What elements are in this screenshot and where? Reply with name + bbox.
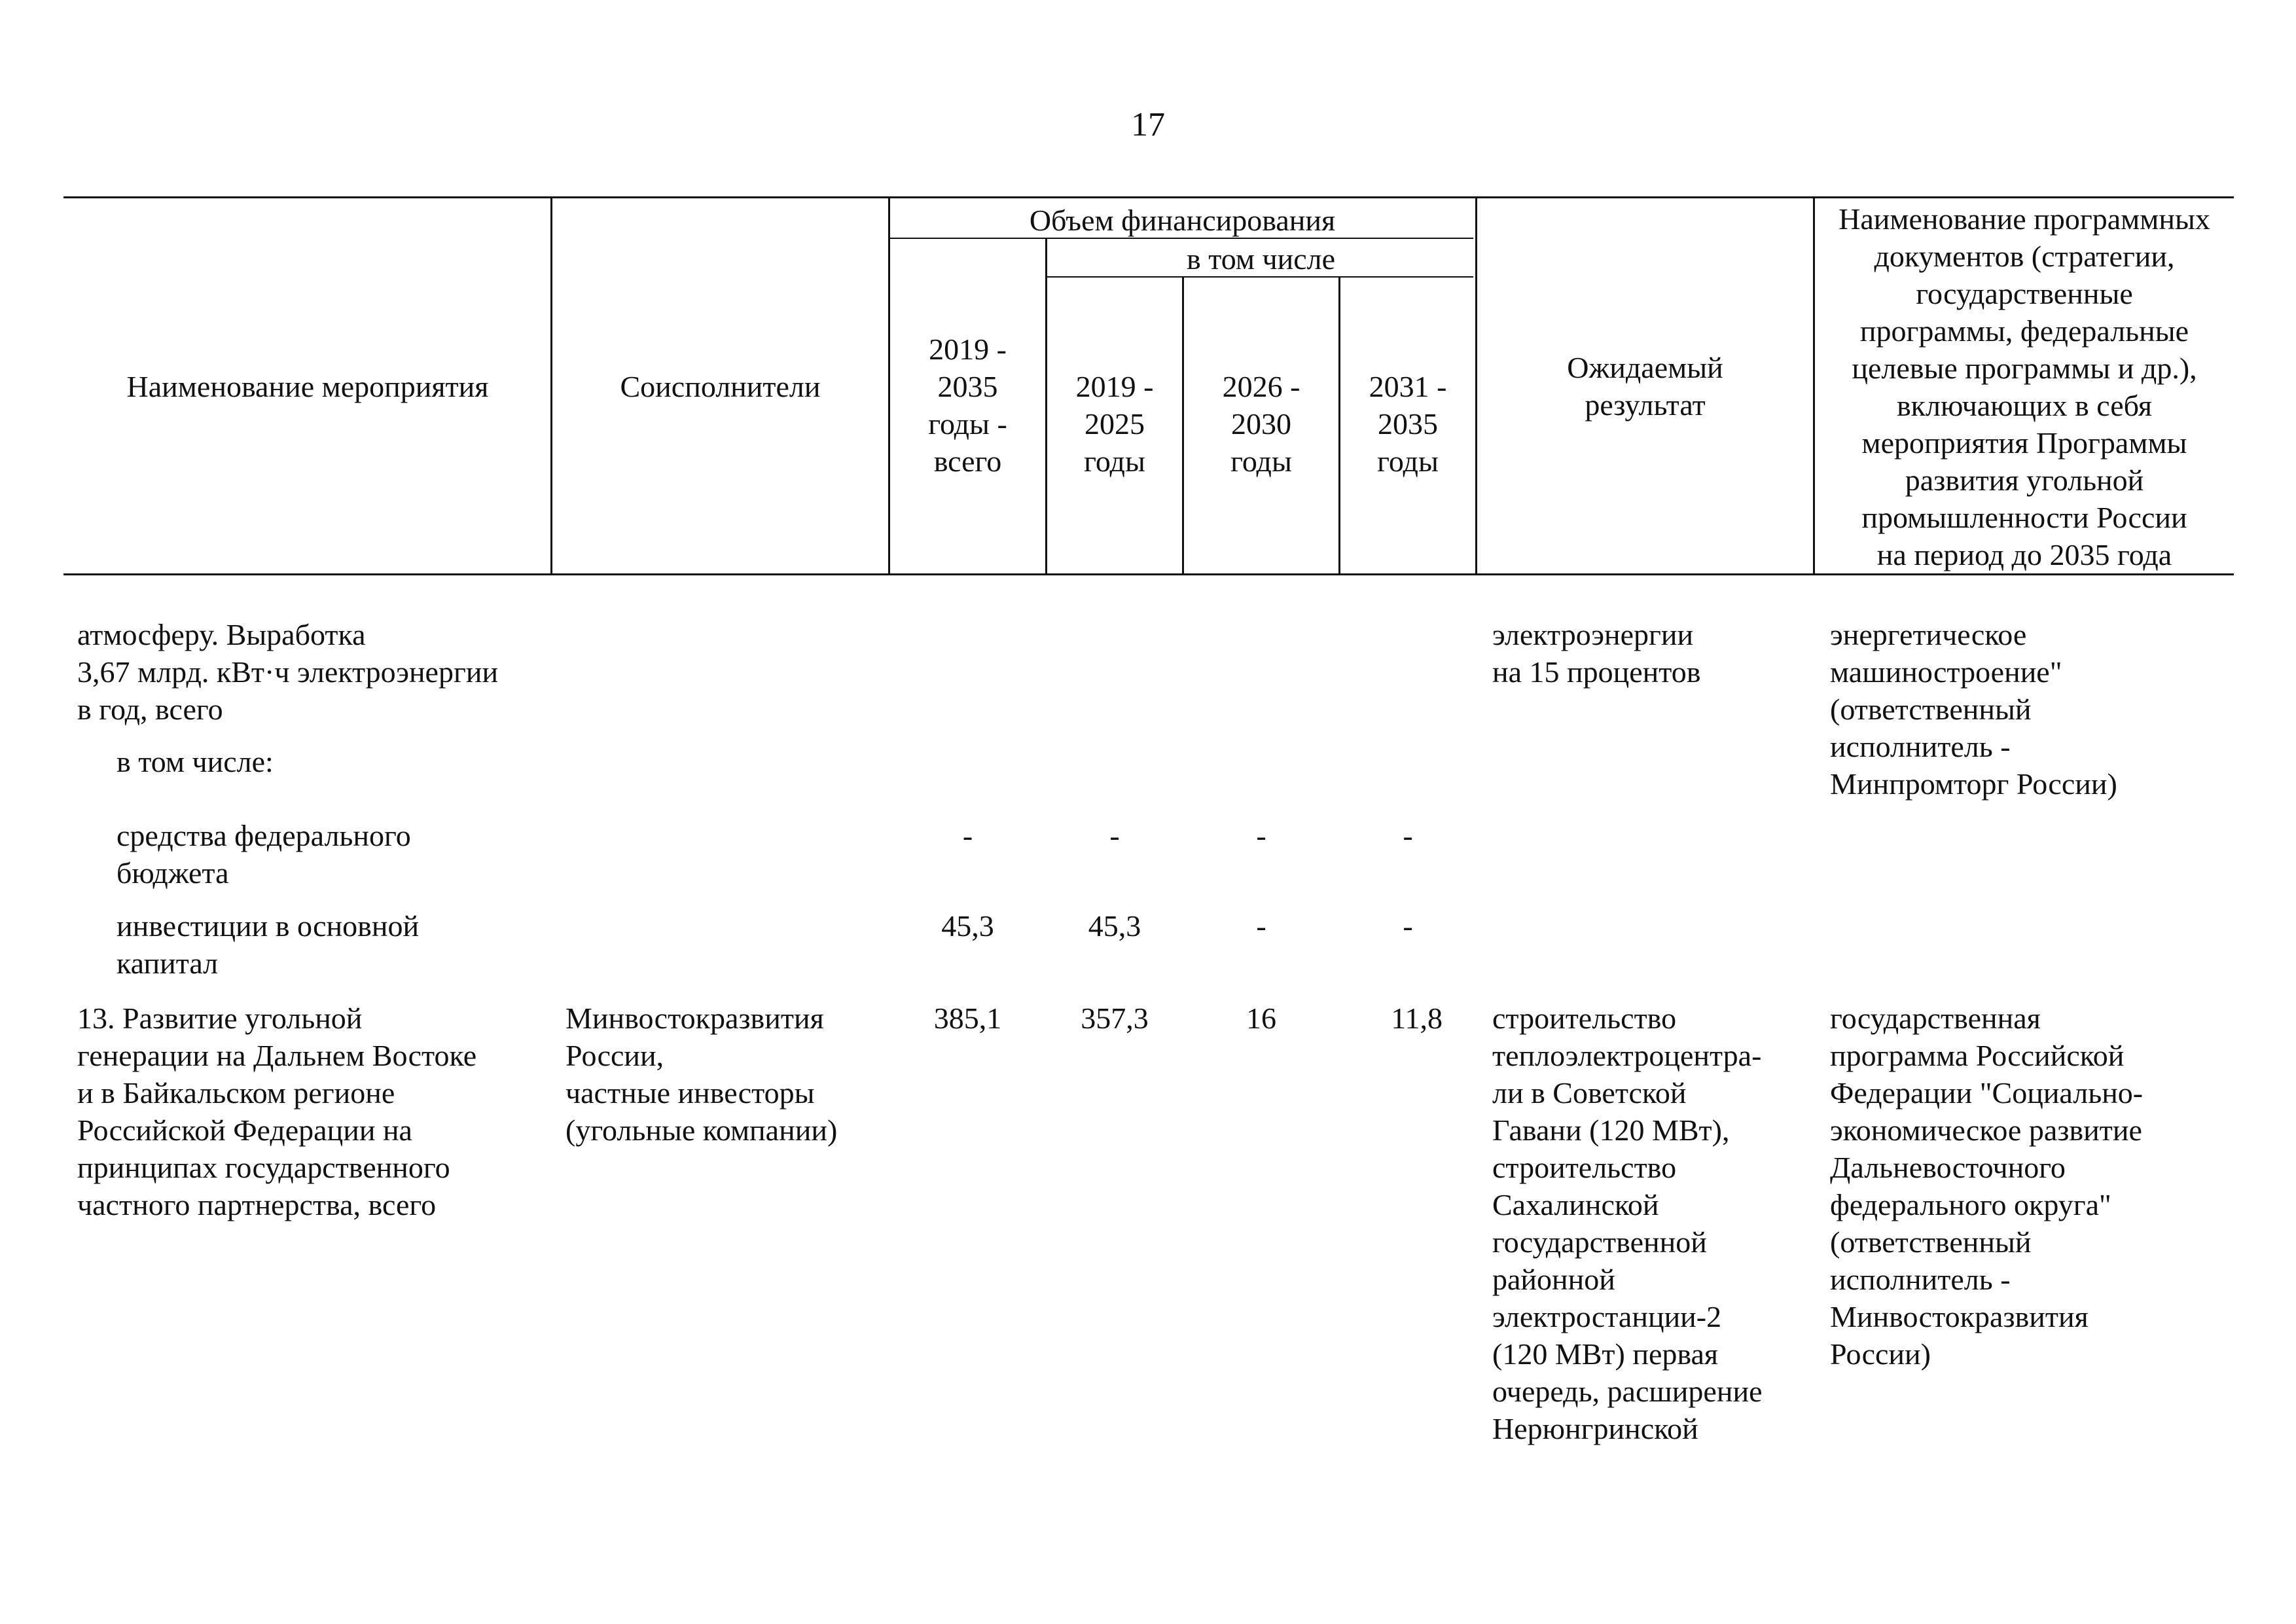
item-13-2019-2025: 357,3 (1081, 1001, 1149, 1035)
header-total-2019-2035: 2019 - 2035 годы - всего (928, 333, 1007, 478)
federal-budget-2026-2030: - (1256, 819, 1266, 852)
item-13-program-documents: государственная программа Российской Федерации "Социально- экономическое развитие Дальневосточного федерального округа" (ответственный исполнитель - Минвостокразвития России) (1830, 1001, 2144, 1371)
page-number: 17 (1131, 106, 1165, 143)
header-activity-name: Наименование мероприятия (126, 370, 489, 403)
investments-total: 45,3 (941, 909, 994, 943)
federal-budget-2031-2035: - (1403, 819, 1413, 852)
header-coexecutors: Соисполнители (620, 370, 821, 403)
item-13-2026-2030: 16 (1246, 1001, 1276, 1035)
continued-program-documents: энергетическое машиностроение" (ответственный исполнитель - Минпромторг России) (1830, 618, 2117, 801)
header-including: в том числе (1187, 242, 1335, 276)
investments-2031-2035: - (1403, 909, 1413, 943)
federal-budget-name: средства федерального бюджета (117, 819, 411, 890)
item-13-2031-2035: 11,8 (1391, 1001, 1443, 1035)
including-label: в том числе: (117, 745, 274, 778)
header-program-documents: Наименование программных документов (стратегии, государственные программы, федеральные целевые программы и др.), включающих в себя мероприятия Программы развития угольной промышленности России на период до 2035 года (1839, 202, 2210, 571)
item-13-total: 385,1 (933, 1001, 1002, 1035)
item-13-expected-result: строительство теплоэлектроцентра- ли в Советской Гавани (120 МВт), строительство Сахалинской государственной районной электростанции-2 (120 МВт) первая очередь, расширение Нерюнгринской (1492, 1001, 1763, 1445)
item-13-activity-name: 13. Развитие угольной генерации на Дальнем Востоке и в Байкальском регионе Российской Федерации на принципах государственного частного партнерства, всего (77, 1001, 477, 1221)
table-header-bottom-border (63, 573, 2234, 575)
investments-name: инвестиции в основной капитал (117, 909, 420, 980)
federal-budget-total: - (962, 819, 973, 852)
header-financing-volume: Объем финансирования (1029, 204, 1336, 237)
federal-budget-2019-2025: - (1109, 819, 1120, 852)
header-2026-2030: 2026 - 2030 годы (1222, 370, 1300, 478)
table-top-border (63, 196, 2234, 198)
header-expected-result: Ожидаемый результат (1567, 351, 1723, 422)
continued-expected-result: электроэнергии на 15 процентов (1492, 618, 1701, 689)
column-divider (550, 196, 552, 575)
investments-2019-2025: 45,3 (1088, 909, 1141, 943)
continued-activity-name: атмосферу. Выработка 3,67 млрд. кВт·ч электроэнергии в год, всего (77, 618, 499, 726)
header-2031-2035: 2031 - 2035 годы (1369, 370, 1447, 478)
item-13-coexecutors: Минвостокразвития России, частные инвесторы (угольные компании) (565, 1001, 838, 1147)
investments-2026-2030: - (1256, 909, 1266, 943)
header-2019-2025: 2019 - 2025 годы (1075, 370, 1154, 478)
